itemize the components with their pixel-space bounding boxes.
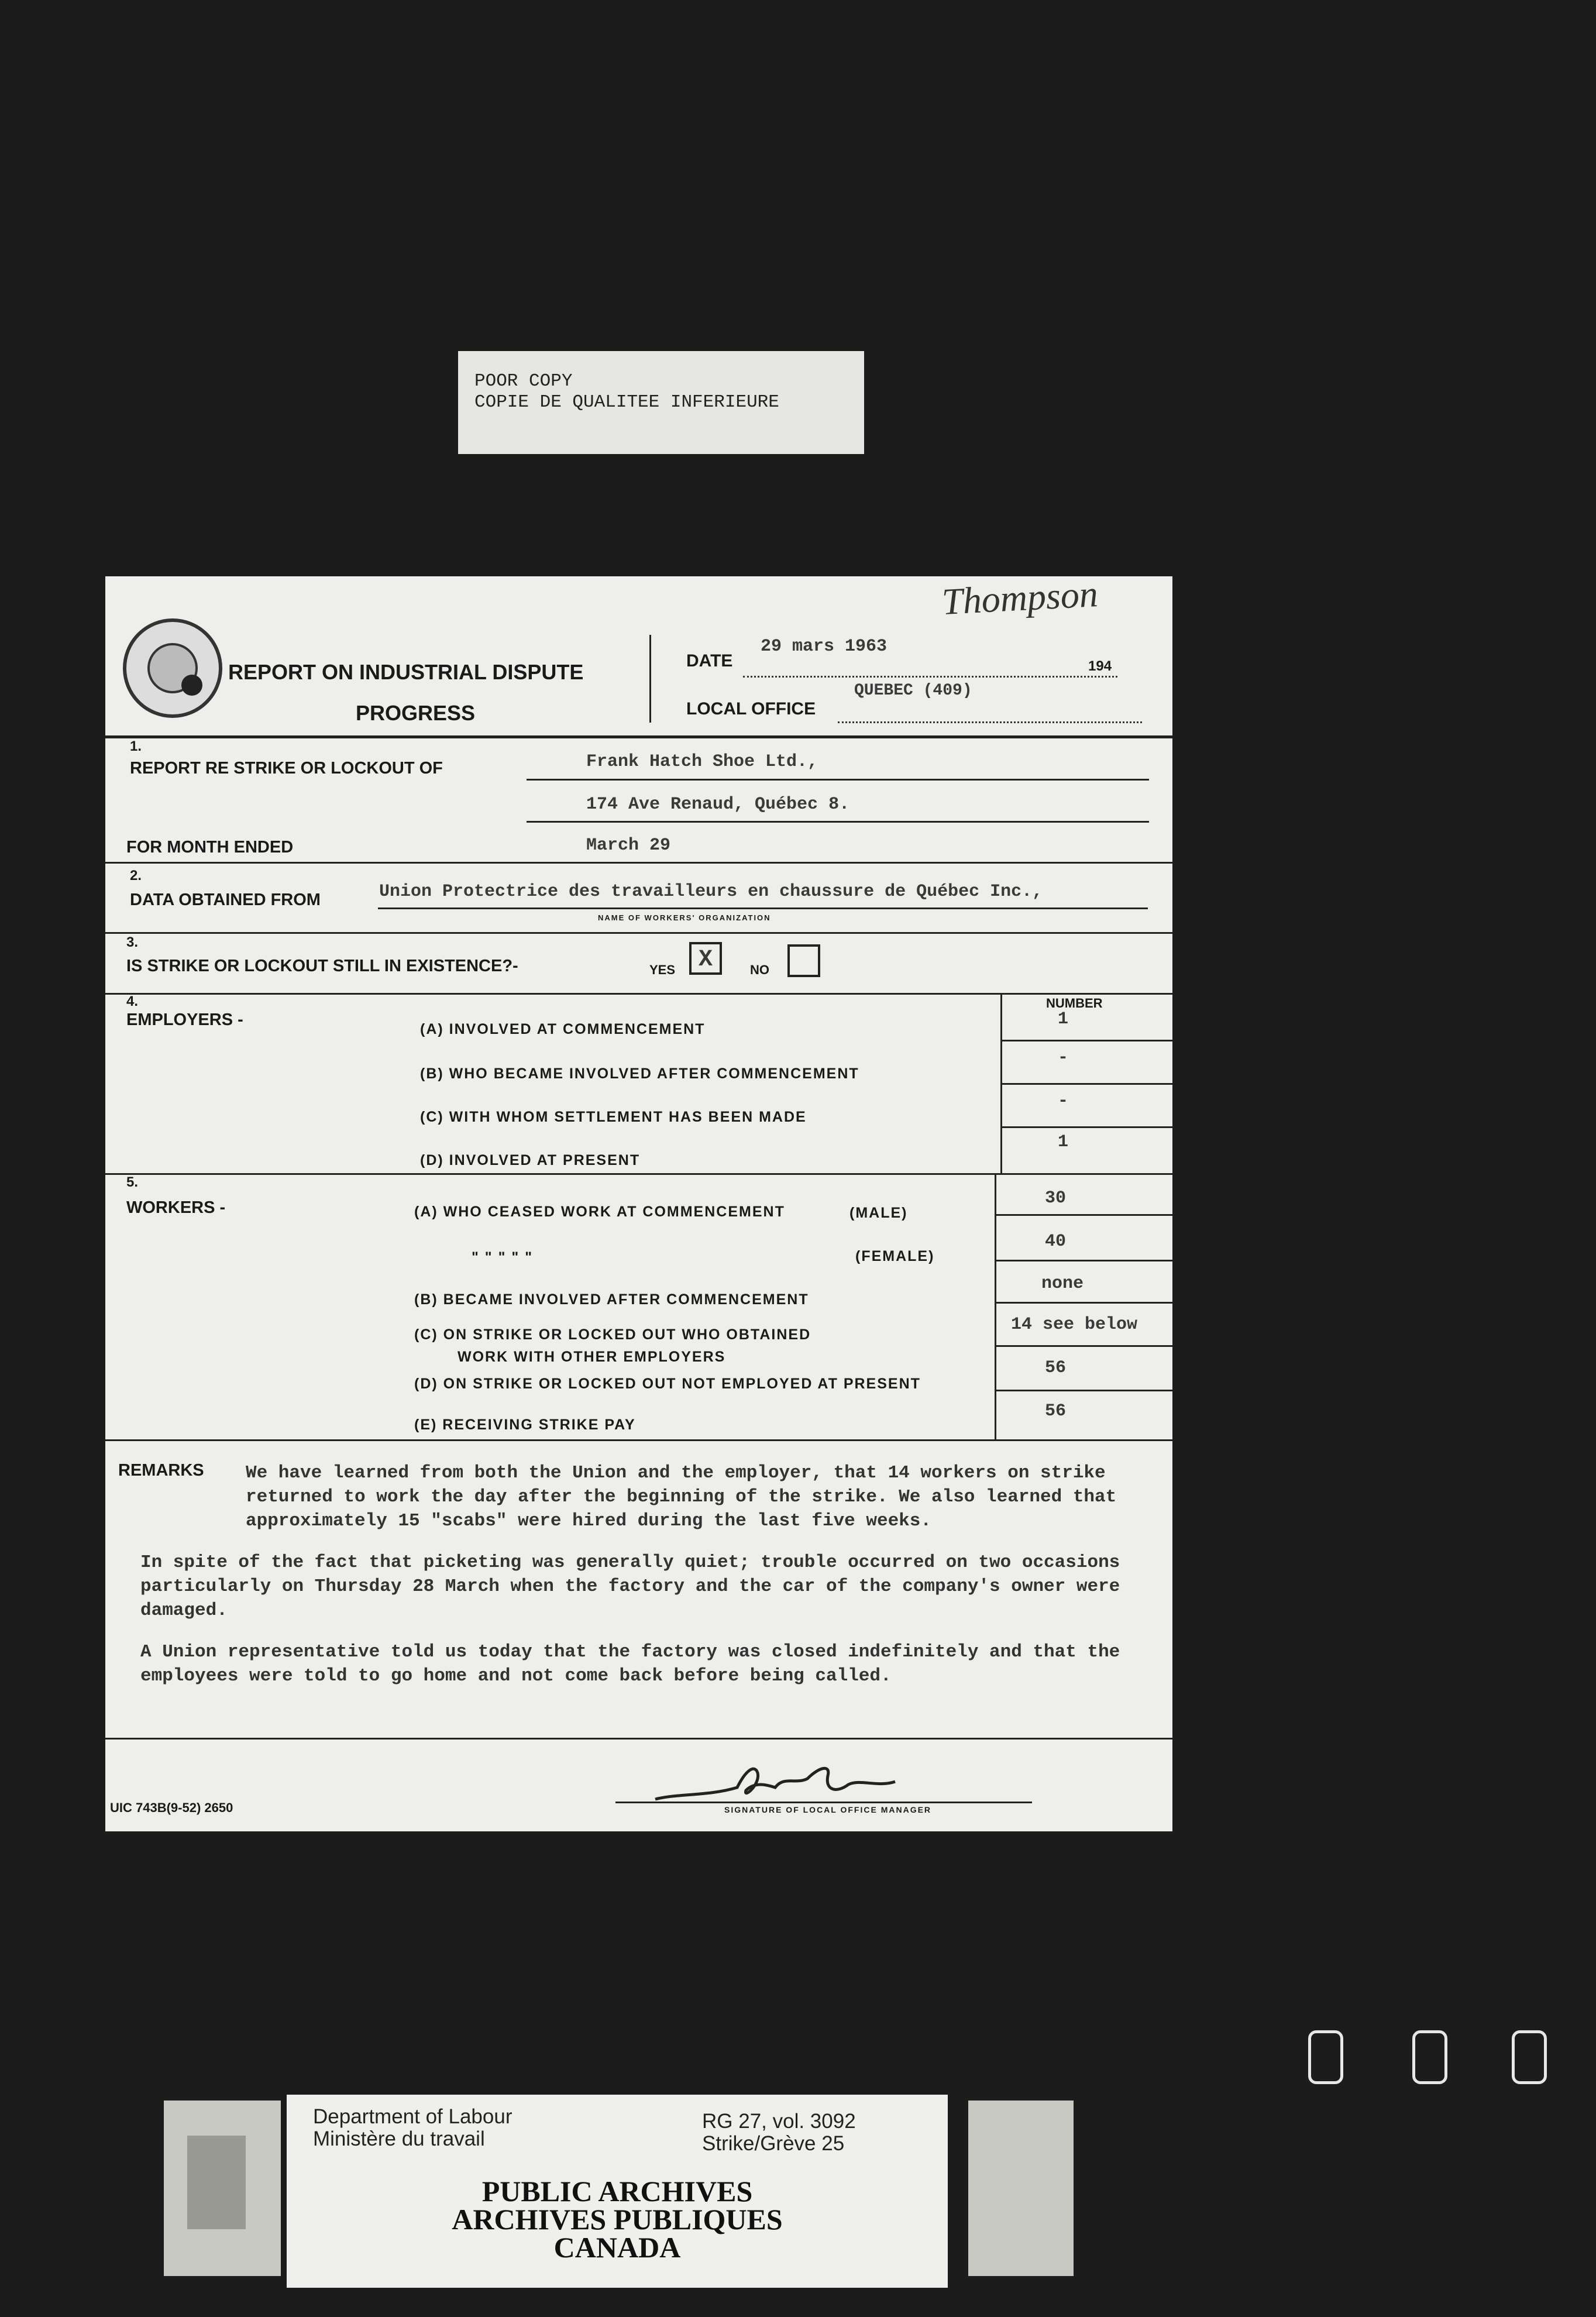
workers-row-a-male-label: (A) WHO CEASED WORK AT COMMENCEMENT [414, 1204, 785, 1220]
archive-stamp-left-edge [164, 2101, 281, 2276]
form-code: UIC 743B(9-52) 2650 [110, 1800, 233, 1815]
form-title: REPORT ON INDUSTRIAL DISPUTE [228, 660, 584, 684]
frame-number-digit-1 [1308, 2030, 1343, 2084]
poor-copy-line-1: POOR COPY [474, 371, 573, 391]
employers-row-d-value: 1 [1058, 1132, 1069, 1152]
frame-number-digit-2 [1412, 2030, 1447, 2084]
unemployment-insurance-seal-icon [123, 618, 222, 718]
workers-row-a-male-suffix: (MALE) [849, 1205, 908, 1221]
data-source-organization: Union Protectrice des travailleurs en chaussure de Québec Inc., [379, 882, 1043, 902]
yes-check-mark: X [699, 947, 713, 973]
seal-bullet-icon [181, 675, 202, 696]
workers-row-b-label: (B) BECAME INVOLVED AFTER COMMENCEMENT [414, 1291, 809, 1308]
archive-stamp-right-edge [968, 2101, 1074, 2276]
public-archives-line-1: PUBLIC ARCHIVES [481, 2175, 753, 2208]
workers-row-c-label: (C) ON STRIKE OR LOCKED OUT WHO OBTAINED [414, 1326, 811, 1343]
remarks-label: REMARKS [118, 1461, 204, 1480]
employers-row-b-label: (B) WHO BECAME INVOLVED AFTER COMMENCEMENT [420, 1065, 859, 1082]
workers-row-e-value: 56 [1045, 1401, 1067, 1421]
date-label: DATE [686, 651, 733, 671]
number-column-header: NUMBER [1046, 996, 1103, 1010]
frame-number-digit-3 [1512, 2030, 1547, 2084]
no-checkbox[interactable] [787, 944, 820, 977]
section-4-number: 4. [126, 994, 139, 1009]
remarks-paragraph-1: We have learned from both the Union and the employer, that 14 workers on strike returned to work the day after the beginning of the strike. We also learned that approximately 15 "scabs" were hired during the last five weeks. [246, 1463, 1117, 1531]
section-5-number: 5. [126, 1174, 139, 1190]
organization-caption: NAME OF WORKERS' ORGANIZATION [598, 913, 771, 922]
industrial-dispute-report-form [105, 573, 1172, 1831]
employers-row-a-label: (A) INVOLVED AT COMMENCEMENT [420, 1021, 706, 1037]
workers-row-b-value: none [1041, 1274, 1084, 1294]
public-archives-line-3: CANADA [553, 2231, 681, 2264]
department-name-en: Department of Labour [313, 2105, 512, 2128]
employers-row-d-label: (D) INVOLVED AT PRESENT [420, 1152, 641, 1168]
section-2-number: 2. [130, 868, 142, 884]
struck-company-name: Frank Hatch Shoe Ltd., [586, 752, 818, 772]
department-name-fr: Ministère du travail [313, 2127, 485, 2150]
workers-row-e-label: (E) RECEIVING STRIKE PAY [414, 1417, 636, 1433]
poor-copy-line-2: COPIE DE QUALITEE INFERIEURE [474, 392, 779, 412]
remarks-paragraph-2: In spite of the fact that picketing was generally quiet; trouble occurred on two occasions particularly on Thursday 28 March when the factory and the car of the company's owner were damaged. [140, 1552, 1120, 1621]
section-1-number: 1. [130, 738, 142, 754]
public-archives-stamp [287, 2095, 948, 2288]
local-office-value: QUEBEC (409) [854, 682, 972, 700]
section-2-label: DATA OBTAINED FROM [130, 891, 321, 909]
workers-row-c-label-line-2: WORK WITH OTHER EMPLOYERS [458, 1349, 726, 1365]
employers-row-b-value: - [1058, 1048, 1069, 1068]
employers-label: EMPLOYERS - [126, 1010, 243, 1029]
archive-reference-volume: RG 27, vol. 3092 [702, 2110, 856, 2133]
workers-row-a-female-ditto: " " " " " [472, 1249, 534, 1266]
workers-row-d-label: (D) ON STRIKE OR LOCKED OUT NOT EMPLOYED AT PRESENT [414, 1376, 921, 1392]
workers-row-a-male-value: 30 [1045, 1188, 1067, 1208]
yes-label: YES [649, 962, 676, 977]
poor-copy-label [458, 351, 864, 454]
remarks-paragraph-3: A Union representative told us today that the factory was closed indefinitely and that the employees were told to go home and not come back before being called. [140, 1642, 1120, 1686]
form-subtitle: PROGRESS [356, 701, 476, 725]
public-archives-line-2: ARCHIVES PUBLIQUES [452, 2203, 783, 2236]
employers-row-c-value: - [1058, 1091, 1069, 1111]
section-3-question: IS STRIKE OR LOCKOUT STILL IN EXISTENCE?- [126, 957, 518, 975]
date-year-suffix: 194 [1088, 658, 1112, 674]
no-label: NO [750, 962, 769, 977]
archive-reference-strike: Strike/Grève 25 [702, 2132, 845, 2155]
struck-company-address: 174 Ave Renaud, Québec 8. [586, 795, 850, 814]
section-1-label: REPORT RE STRIKE OR LOCKOUT OF [130, 759, 443, 778]
workers-row-d-value: 56 [1045, 1358, 1067, 1378]
workers-label: WORKERS - [126, 1198, 226, 1217]
employers-row-c-label: (C) WITH WHOM SETTLEMENT HAS BEEN MADE [420, 1109, 807, 1125]
employers-row-a-value: 1 [1058, 1009, 1069, 1029]
workers-row-a-female-suffix: (FEMALE) [855, 1248, 935, 1264]
yes-checkbox[interactable] [689, 942, 722, 975]
workers-row-c-value: 14 see below [1011, 1315, 1138, 1335]
date-value: 29 mars 1963 [761, 637, 888, 656]
handwritten-name: Thompson [941, 573, 1099, 623]
month-ended-value: March 29 [586, 836, 671, 855]
section-3-number: 3. [126, 934, 139, 950]
local-office-label: LOCAL OFFICE [686, 699, 816, 719]
workers-row-a-female-value: 40 [1045, 1232, 1067, 1252]
month-ended-label: FOR MONTH ENDED [126, 838, 294, 857]
signature-caption: SIGNATURE OF LOCAL OFFICE MANAGER [724, 1805, 932, 1814]
